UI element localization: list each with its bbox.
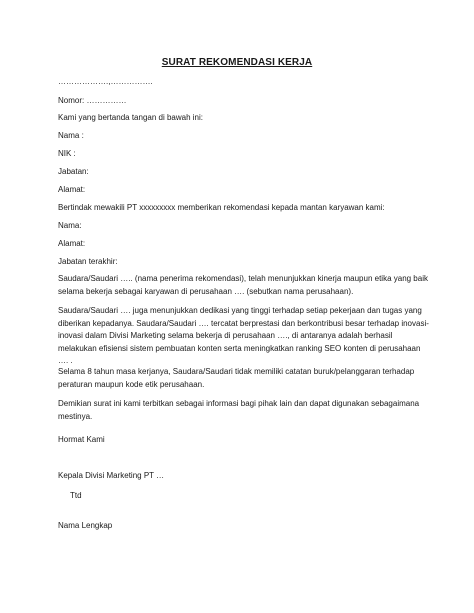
paragraph-line: Selama 8 tahun masa kerjanya, Saudara/Saudari tidak memiliki catatan buruk/pelanggaran terhadap: [58, 367, 415, 376]
employee-address-field: Alamat:: [58, 239, 86, 248]
paragraph-line: Saudara/Saudari ….. (nama penerima rekomendasi), telah menunjukkan kinerja maupun etika yang baik: [58, 274, 428, 283]
signer-name-field: Nama :: [58, 131, 84, 140]
paragraph-line: diberikan kepadanya. Saudara/Saudari …. tercatat berprestasi dan berkontribusi besar terhadap inovasi-: [58, 318, 429, 328]
paragraph-line: melakukan efisiensi sistem pembuatan konten serta meningkatkan ranking SEO konten di perusahaan: [58, 343, 421, 353]
place-date: ……………….,…………….: [58, 77, 153, 86]
signer-address-field: Alamat:: [58, 185, 86, 194]
paragraph-closing-statement: [58, 398, 428, 423]
intro-text: Kami yang bertanda tangan di bawah ini:: [58, 113, 203, 122]
paragraph-line: …. .: [58, 356, 73, 366]
letter-number: Nomor: ……………: [58, 96, 127, 105]
paragraph-line: peraturan maupun kode etik perusahaan.: [58, 379, 205, 389]
signer-position-field: Jabatan:: [58, 167, 89, 176]
paragraph-line: selama bekerja sebagai karyawan di perusahaan …. (sebutkan nama perusahaan).: [58, 286, 354, 296]
employee-name-field: Nama:: [58, 221, 82, 230]
paragraph-line: mestinya.: [58, 411, 93, 421]
closing-salutation: Hormat Kami: [58, 435, 105, 444]
paragraph-record: [58, 366, 428, 391]
on-behalf-text: Bertindak mewakili PT xxxxxxxxx memberikan rekomendasi kepada mantan karyawan kami:: [58, 203, 385, 212]
paragraph-line: Saudara/Saudari …. juga menunjukkan dedikasi yang tinggi terhadap setiap pekerjaan dan tugas yang: [58, 306, 422, 315]
paragraph-line: Demikian surat ini kami terbitkan sebagai informasi bagi pihak lain dan dapat digunakan sebagaimana: [58, 399, 420, 408]
letter-title: SURAT REKOMENDASI KERJA: [161, 57, 313, 68]
signer-full-name: Nama Lengkap: [58, 521, 113, 530]
employee-last-position-field: Jabatan terakhir:: [58, 257, 118, 266]
paragraph-performance: [58, 273, 428, 298]
paragraph-dedication: [58, 305, 428, 368]
paragraph-line: inovasi dalam Divisi Marketing selama bekerja di perusahaan …., di antaranya adalah berhasil: [58, 331, 393, 341]
signer-title: Kepala Divisi Marketing PT …: [58, 471, 165, 480]
signature-mark: Ttd: [70, 491, 82, 500]
signer-nik-field: NIK :: [58, 149, 76, 158]
